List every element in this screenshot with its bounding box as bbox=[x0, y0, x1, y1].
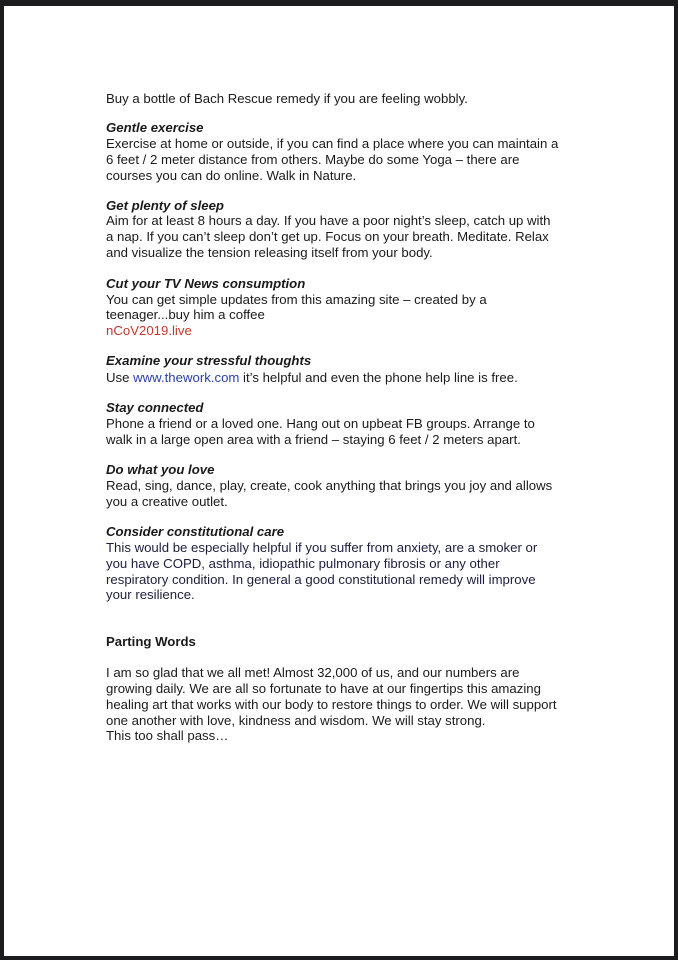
heading-do-what-you-love: Do what you love bbox=[106, 462, 215, 477]
heading-sleep: Get plenty of sleep bbox=[106, 198, 224, 213]
intro-text: Buy a bottle of Bach Rescue remedy if you are feeling wobbly. bbox=[106, 91, 468, 106]
body-line: courses you can do online. Walk in Nature. bbox=[106, 168, 357, 183]
heading-gentle-exercise: Gentle exercise bbox=[106, 120, 204, 135]
body-line: growing daily. We are all so fortunate to have at our fingertips this amazing bbox=[106, 681, 541, 696]
body-line: one another with love, kindness and wisdom. We will stay strong. bbox=[106, 713, 486, 728]
body-line: respiratory condition. In general a good constitutional remedy will improve bbox=[106, 572, 536, 587]
body-line: You can get simple updates from this amazing site – created by a bbox=[106, 292, 487, 307]
heading-stressful-thoughts: Examine your stressful thoughts bbox=[106, 353, 312, 368]
heading-tv-news: Cut your TV News consumption bbox=[106, 276, 306, 291]
body-line: 6 feet / 2 meter distance from others. Maybe do some Yoga – there are bbox=[106, 152, 520, 167]
text-prefix: Use bbox=[106, 370, 134, 385]
thework-link[interactable]: www.thework.com bbox=[133, 370, 240, 385]
body-line: your resilience. bbox=[106, 587, 195, 602]
body-line: I am so glad that we all met! Almost 32,000 of us, and our numbers are bbox=[106, 665, 520, 680]
heading-parting-words: Parting Words bbox=[106, 634, 196, 649]
ncov-link[interactable]: nCoV2019.live bbox=[106, 323, 192, 338]
body-line: you have COPD, asthma, idiopathic pulmonary fibrosis or any other bbox=[106, 556, 500, 571]
document-page bbox=[4, 6, 674, 956]
heading-stay-connected: Stay connected bbox=[106, 400, 204, 415]
body-line bbox=[106, 370, 518, 386]
body-line: healing art that works with our body to restore things to order. We will support bbox=[106, 697, 557, 712]
body-line: you a creative outlet. bbox=[106, 494, 228, 509]
body-line: Exercise at home or outside, if you can find a place where you can maintain a bbox=[106, 136, 559, 151]
body-line: This too shall pass… bbox=[106, 728, 229, 743]
body-line: Aim for at least 8 hours a day. If you have a poor night’s sleep, catch up with bbox=[106, 213, 551, 228]
heading-constitutional-care: Consider constitutional care bbox=[106, 524, 285, 539]
body-line: walk in a large open area with a friend – staying 6 feet / 2 meters apart. bbox=[106, 432, 521, 447]
body-line: a nap. If you can’t sleep don’t get up. Focus on your breath. Meditate. Relax bbox=[106, 229, 549, 244]
body-line: Phone a friend or a loved one. Hang out on upbeat FB groups. Arrange to bbox=[106, 416, 535, 431]
body-line: This would be especially helpful if you suffer from anxiety, are a smoker or bbox=[106, 540, 538, 555]
body-line: Read, sing, dance, play, create, cook anything that brings you joy and allows bbox=[106, 478, 553, 493]
text-suffix: it’s helpful and even the phone help line is free. bbox=[239, 370, 518, 385]
body-line: teenager...buy him a coffee bbox=[106, 307, 265, 322]
body-line: and visualize the tension releasing itself from your body. bbox=[106, 245, 433, 260]
